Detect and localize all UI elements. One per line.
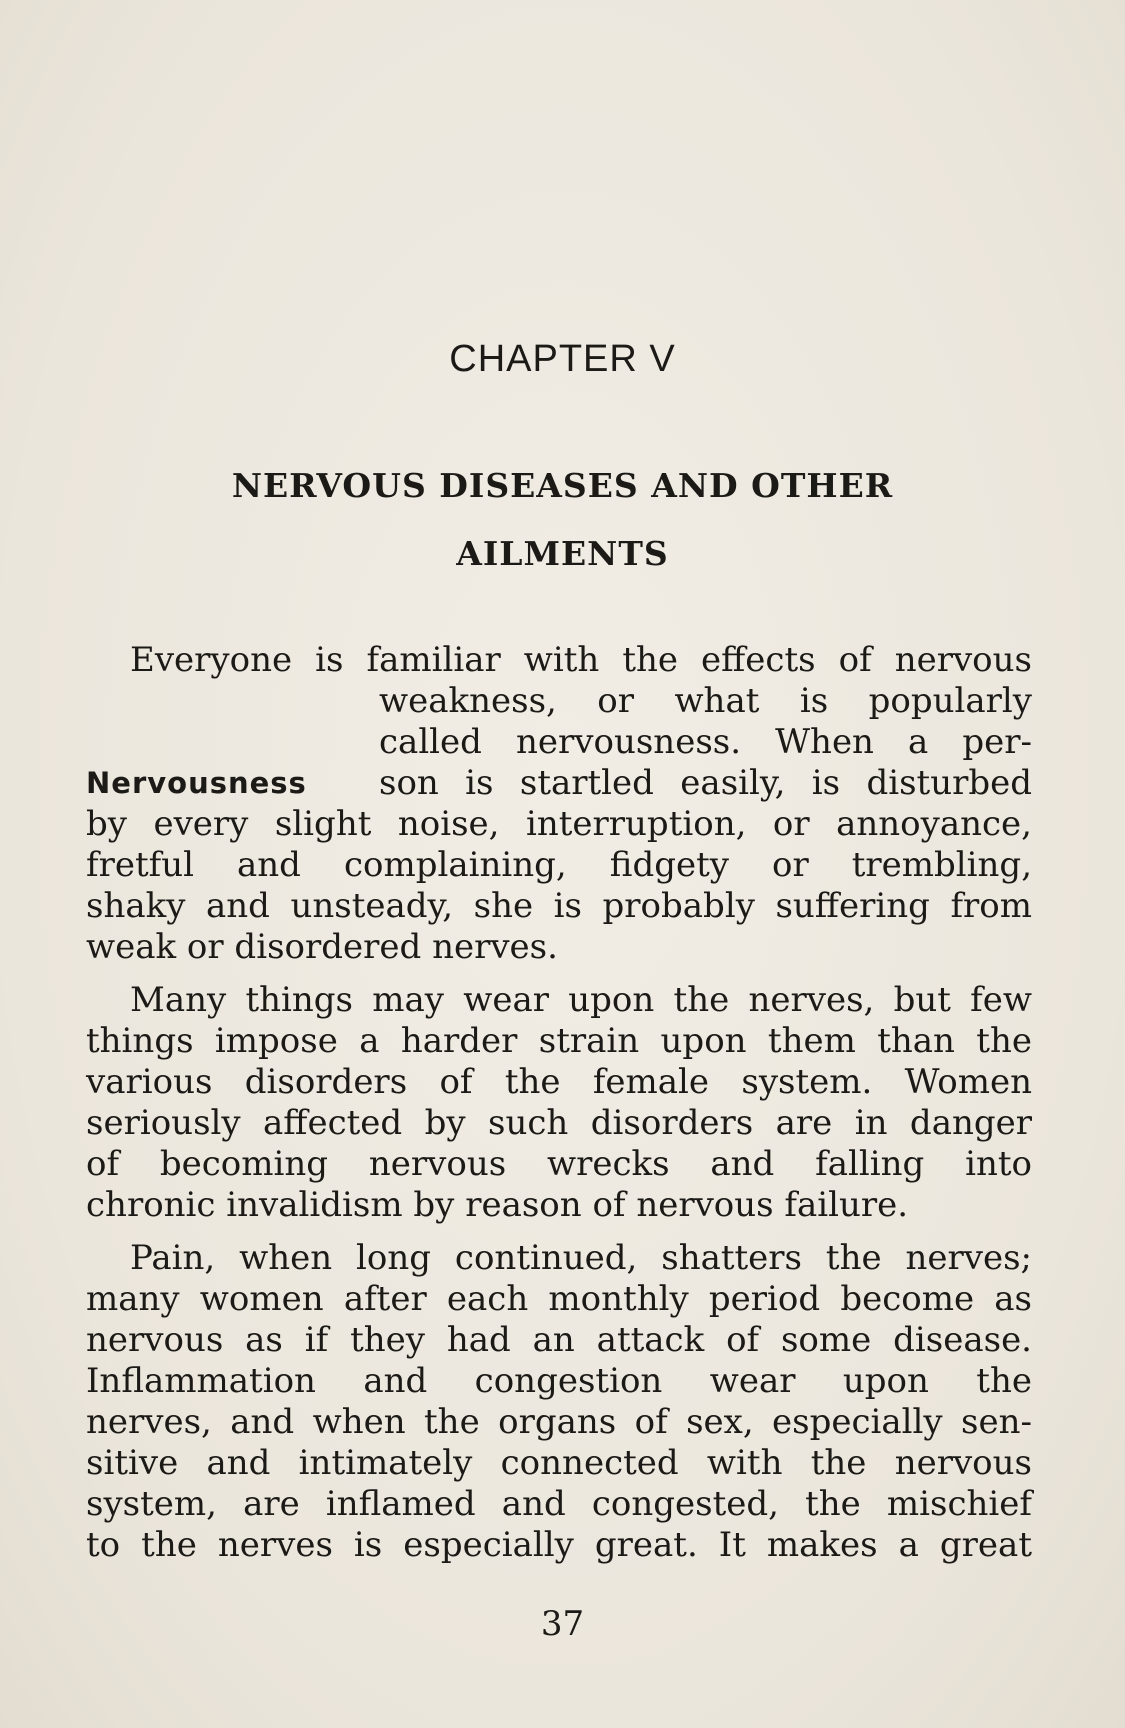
- paragraph-line: nervous as if they had an attack of some disease.: [86, 1320, 1032, 1360]
- paragraph-line: weak or disordered nerves.: [86, 927, 558, 967]
- chapter-title-line: AILMENTS: [456, 534, 669, 573]
- chapter-label: CHAPTER V: [449, 338, 676, 380]
- paragraph-line: son is startled easily, is disturbed: [379, 763, 1032, 803]
- paragraph-line: sitive and intimately connected with the nervous: [86, 1443, 1032, 1483]
- paragraph-line: to the nerves is especially great. It makes a great: [86, 1525, 1032, 1565]
- paragraph-line: by every slight noise, interruption, or annoyance,: [86, 804, 1032, 844]
- paragraph: [86, 640, 1032, 968]
- paragraph-line: of becoming nervous wrecks and falling into: [86, 1144, 1032, 1184]
- page-number: 37: [540, 1604, 585, 1644]
- inset-text: [379, 681, 1032, 804]
- paragraph-line: chronic invalidism by reason of nervous failure.: [86, 1185, 909, 1225]
- paragraph-line: seriously affected by such disorders are in danger: [86, 1103, 1032, 1143]
- paragraph-line: weakness, or what is popularly: [379, 681, 1032, 721]
- side-heading: Nervousness: [86, 766, 307, 800]
- paragraph-line: Pain, when long continued, shatters the nerves;: [130, 1238, 1032, 1278]
- paragraph-line: nerves, and when the organs of sex, especially sen-: [86, 1402, 1032, 1442]
- paragraph-line: many women after each monthly period become as: [86, 1279, 1032, 1319]
- paragraph-line: Everyone is familiar with the effects of nervous: [130, 640, 1032, 680]
- sidehead-block: [86, 681, 1032, 845]
- paragraph-line: Inflammation and congestion wear upon the: [86, 1361, 1032, 1401]
- paragraph-line: fretful and complaining, fidgety or trembling,: [86, 845, 1032, 885]
- paragraph-line: system, are inflamed and congested, the mischief: [86, 1484, 1032, 1524]
- chapter-title-line: NERVOUS DISEASES AND OTHER: [231, 466, 894, 505]
- paragraph-line: shaky and unsteady, she is probably suffering from: [86, 886, 1032, 926]
- chapter-body: [86, 640, 1032, 1566]
- paragraph-line: things impose a harder strain upon them than the: [86, 1021, 1032, 1061]
- paragraph-line: Many things may wear upon the nerves, but few: [130, 980, 1032, 1020]
- paragraph: [86, 980, 1032, 1226]
- paragraph: [86, 1238, 1032, 1566]
- paragraph-line: called nervousness. When a per-: [379, 722, 1032, 762]
- chapter-title: [0, 452, 1125, 588]
- paragraph-line: various disorders of the female system. Women: [86, 1062, 1032, 1102]
